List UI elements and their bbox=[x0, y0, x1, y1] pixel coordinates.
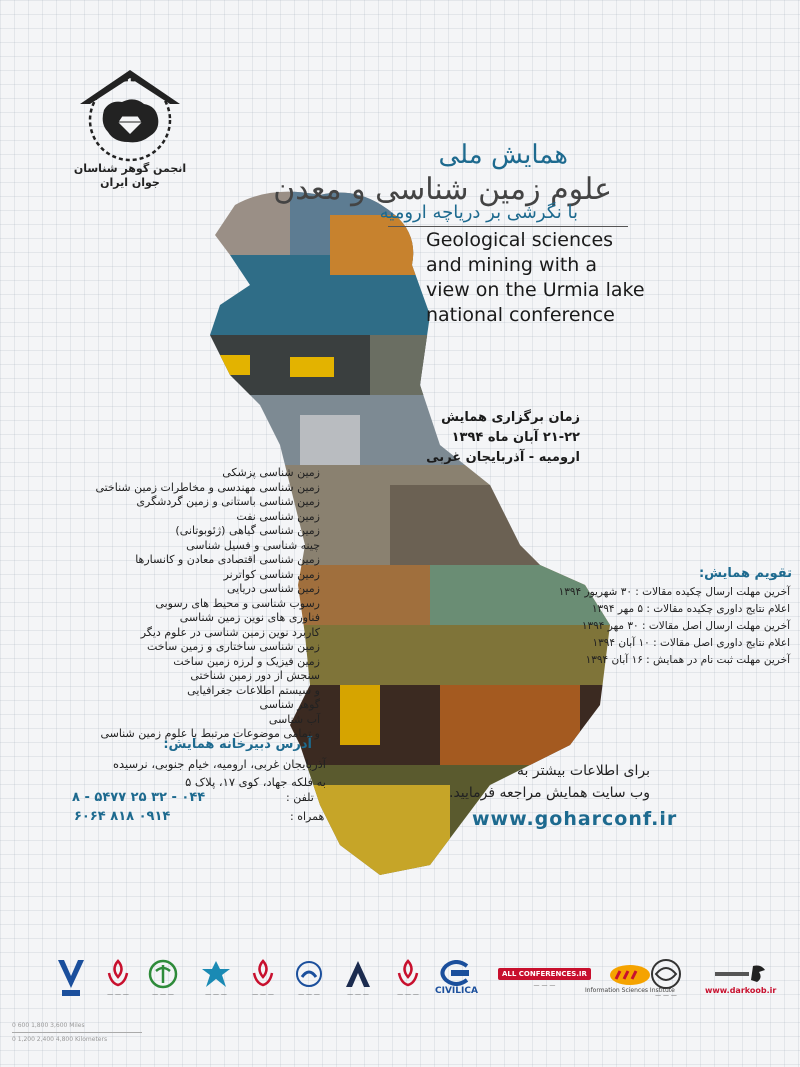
more-info-line1: برای اطلاعات بیشتر به bbox=[517, 763, 650, 779]
geology-org-logo: — — — bbox=[294, 955, 324, 1001]
emblem-logo-1: — — — bbox=[105, 955, 131, 1001]
topic-item: چینه شناسی و فسیل شناسی bbox=[186, 538, 320, 552]
event-date bbox=[400, 408, 580, 468]
province-logo: — — — bbox=[200, 955, 232, 1001]
calendar-item: آخرین مهلت ثبت نام در همایش : ۱۶ آبان ۱۳۹۴ bbox=[585, 654, 790, 666]
sponsor-logos bbox=[50, 955, 777, 1005]
topic-item: زمین فیزیک و لرزه زمین ساخت bbox=[173, 654, 320, 668]
civilica-logo bbox=[435, 955, 478, 1001]
map-scale bbox=[12, 1022, 182, 1052]
azad-university-logo bbox=[56, 955, 86, 1001]
title-en-line: and mining with a bbox=[426, 254, 598, 276]
title-en-line: view on the Urmia lake bbox=[426, 279, 645, 301]
mobile-label: همراه : bbox=[290, 810, 325, 823]
topic-item: و سیستم اطلاعات جغرافیایی bbox=[187, 683, 320, 697]
calendar-list bbox=[500, 584, 790, 669]
topic-item: آب شناسی bbox=[268, 712, 320, 726]
address-line2: به فلکه جهاد، کوی ۱۷، پلاک ۵ bbox=[185, 775, 326, 789]
topic-item: زمین شناسی کواترنر bbox=[223, 567, 320, 581]
scale-bar bbox=[12, 1032, 142, 1033]
topic-item: رسوب شناسی و محیط های رسوبی bbox=[155, 596, 320, 610]
scale-km: 0 1,200 2,400 4,800 Kilometers bbox=[12, 1036, 108, 1043]
title-en-line: national conference bbox=[426, 304, 615, 326]
topic-item: فناوری های نوین زمین شناسی bbox=[179, 611, 320, 624]
topics-list bbox=[70, 466, 320, 742]
phone-label: تلفن : bbox=[286, 791, 314, 804]
title-en-line: Geological sciences bbox=[426, 229, 614, 251]
date-heading: زمان برگزاری همایش bbox=[441, 410, 580, 425]
civilica-label: CIVILICA bbox=[435, 986, 478, 996]
all-conferences-label: ALL CONFERENCES.IR bbox=[498, 968, 591, 980]
all-conferences-logo: ALL CONFERENCES.IR — — — bbox=[498, 955, 591, 1001]
address-block bbox=[26, 755, 326, 791]
darkoob-logo bbox=[705, 955, 776, 1001]
topic-item: زمین شناسی باستانی و زمین گردشگری bbox=[136, 495, 320, 508]
more-info-line2: وب سایت همایش مراجعه فرمایید. bbox=[449, 785, 650, 801]
calendar-item: اعلام نتایج داوری اصل مقالات : ۱۰ آبان ۱۳۹۴ bbox=[592, 637, 790, 649]
association-name-line2: جوان ایران bbox=[100, 176, 160, 189]
topic-item: زمین شناسی اقتصادی معادن و کانسارها bbox=[135, 553, 320, 566]
mobile-number: ۰۹۱۴ ۸۱۸ ۶۰۶۴ bbox=[74, 809, 171, 824]
date-days: ۲۱-۲۲ آبان ماه ۱۳۹۴ bbox=[451, 430, 580, 445]
title-fa-line1: همایش ملی bbox=[438, 140, 568, 170]
calendar-item: آخرین مهلت ارسال چکیده مقالات : ۳۰ شهریور ۱۳۹۴ bbox=[558, 586, 790, 598]
topic-item: سنجش از دور زمین شناختی bbox=[190, 669, 320, 682]
isi-label: Information Sciences Institute bbox=[585, 986, 675, 994]
address-title: آدرس دبیرخانه همایش: bbox=[163, 737, 312, 752]
address-line1: آذربایجان غربی، ارومیه، خیام جنوبی، نرسیده bbox=[112, 757, 326, 771]
association-name-line1: انجمن گوهر شناسان bbox=[73, 162, 187, 175]
institute-logo: — — — bbox=[650, 955, 682, 1001]
topic-item: گوهر شناسی bbox=[259, 698, 320, 711]
title-fa-line2: علوم زمین شناسی و معدن bbox=[273, 172, 612, 207]
topic-item: زمین شناسی ساختاری و زمین ساخت bbox=[147, 640, 320, 653]
scale-miles: 0 600 1,800 3,600 Miles bbox=[12, 1022, 85, 1029]
title-fa-line3: با نگرشی بر دریاچه ارومیه bbox=[379, 202, 578, 223]
darkoob-label[interactable]: www.darkoob.ir bbox=[705, 985, 777, 995]
calendar-item: آخرین مهلت ارسال اصل مقالات : ۳۰ مهر ۱۳۹۴ bbox=[581, 620, 790, 632]
calendar-title: تقویم همایش: bbox=[698, 566, 792, 581]
engineering-society-logo: — — — bbox=[342, 955, 374, 1001]
topic-item: زمین شناسی مهندسی و مخاطرات زمین شناختی bbox=[95, 480, 320, 494]
topic-item: زمین شناسی دریایی bbox=[226, 582, 320, 595]
topic-item: و تمامی موضوعات مرتبط با علوم زمین شناسی bbox=[100, 727, 320, 740]
topic-item: کاربرد نوین زمین شناسی در علوم دیگر bbox=[140, 625, 320, 639]
date-place: ارومیه - آذربایجان غربی bbox=[426, 450, 580, 465]
phone-number: ۰۴۴ - ۳۲ ۲۵ ۵۴۷۷ - ۸ bbox=[72, 790, 206, 805]
topic-item: زمین شناسی پزشکی bbox=[222, 466, 320, 479]
environment-logo: — — — bbox=[148, 955, 178, 1001]
website-link[interactable]: www.goharconf.ir bbox=[472, 808, 678, 830]
topic-item: زمین شناسی نفت bbox=[236, 509, 320, 523]
title-divider bbox=[388, 226, 628, 227]
more-info bbox=[449, 760, 650, 804]
emblem-logo-3: — — — bbox=[395, 955, 421, 1001]
emblem-logo-2: — — — bbox=[250, 955, 276, 1001]
topic-item: زمین شناسی گیاهی (ژئوبوتانی) bbox=[175, 524, 320, 537]
title-en bbox=[426, 228, 656, 328]
calendar-item: اعلام نتایج داوری چکیده مقالات : ۵ مهر ۱۳۹۴ bbox=[591, 603, 790, 615]
association-name bbox=[70, 162, 190, 190]
